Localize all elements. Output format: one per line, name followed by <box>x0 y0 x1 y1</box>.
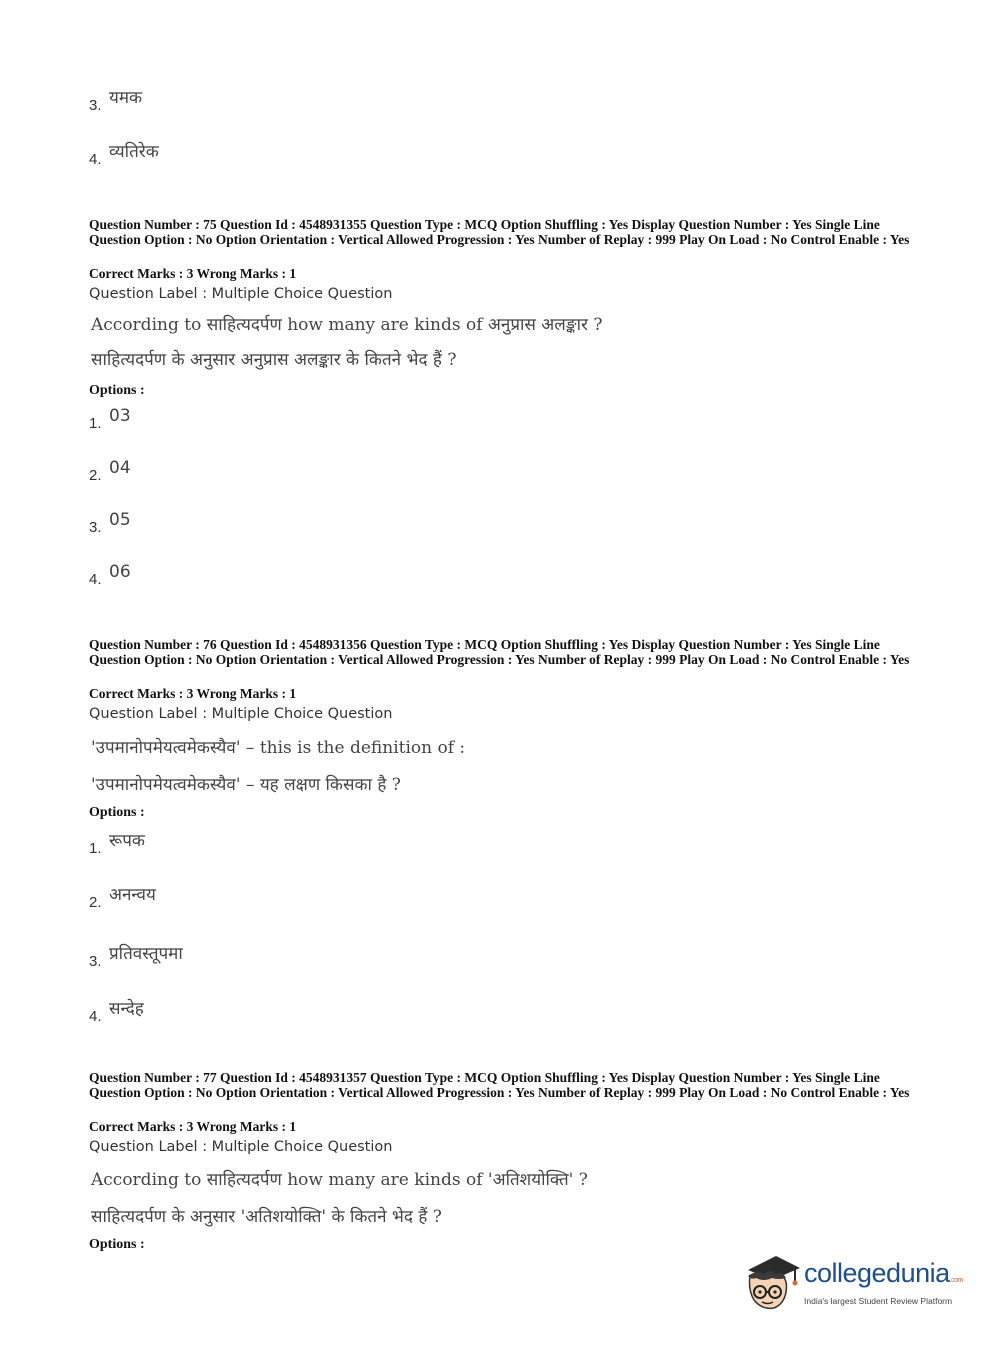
option-text: प्रतिवस्तूपमा <box>109 944 183 964</box>
option-75-1 <box>89 406 131 433</box>
option-75-2 <box>89 458 131 485</box>
logo-tagline: India's largest Student Review Platform <box>804 1296 953 1306</box>
question-text-en-77: According to साहित्यदर्पण how many are kinds of 'अतिशयोक्ति' ? <box>91 1170 588 1190</box>
question-marks-75: Correct Marks : 3 Wrong Marks : 1 <box>89 266 297 281</box>
question-marks-76: Correct Marks : 3 Wrong Marks : 1 <box>89 686 297 701</box>
options-heading-77: Options : <box>89 1237 145 1252</box>
option-text: रूपक <box>109 831 145 851</box>
option-text: अनन्वय <box>109 885 156 905</box>
question-text-en-75: According to साहित्यदर्पण how many are kinds of अनुप्रास अलङ्कार ? <box>91 315 603 335</box>
option-text: 05 <box>109 510 131 530</box>
option-number: 1. <box>89 840 102 857</box>
mascot-icon <box>742 1250 802 1316</box>
option-number: 2. <box>89 467 102 484</box>
option-number: 1. <box>89 415 102 432</box>
question-label-75: Question Label : Multiple Choice Question <box>89 286 393 302</box>
question-text-hi-76: 'उपमानोपमेयत्वमेकस्यैव' – यह लक्षण किसका है ? <box>91 775 401 795</box>
option-number: 3. <box>89 519 102 536</box>
option-76-2 <box>89 885 156 912</box>
prev-option-3 <box>89 88 143 115</box>
question-meta-75: Question Number : 75 Question Id : 4548931355 Question Type : MCQ Option Shuffling : Yes Display Question Number : Yes Single Line Question Option : No Option Orientation : Vertical Allowed Progression : Yes Number of Replay : 999 Play On Load : No Control Enable : Yes <box>89 217 910 247</box>
option-number: 4. <box>89 571 102 588</box>
option-text: सन्देह <box>109 999 144 1019</box>
option-number: 2. <box>89 894 102 911</box>
option-text: 04 <box>109 458 131 478</box>
prev-option-4 <box>89 142 159 169</box>
option-number: 4. <box>89 1008 102 1025</box>
question-text-hi-75: साहित्यदर्पण के अनुसार अनुप्रास अलङ्कार के कितने भेद हैं ? <box>91 350 457 370</box>
option-75-4 <box>89 562 131 589</box>
question-meta-77: Question Number : 77 Question Id : 4548931357 Question Type : MCQ Option Shuffling : Yes Display Question Number : Yes Single Line Question Option : No Option Orientation : Vertical Allowed Progression : Yes Number of Replay : 999 Play On Load : No Control Enable : Yes <box>89 1070 910 1100</box>
option-76-3 <box>89 944 183 971</box>
question-label-76: Question Label : Multiple Choice Question <box>89 706 393 722</box>
option-number: 3. <box>89 953 102 970</box>
question-label-77: Question Label : Multiple Choice Question <box>89 1139 393 1155</box>
option-76-4 <box>89 999 144 1026</box>
options-heading-75: Options : <box>89 383 145 398</box>
question-text-en-76: 'उपमानोपमेयत्वमेकस्यैव' – this is the definition of : <box>91 738 466 758</box>
option-text: व्यतिरेक <box>109 142 159 162</box>
option-number: 3. <box>89 97 102 114</box>
option-75-3 <box>89 510 131 537</box>
question-marks-77: Correct Marks : 3 Wrong Marks : 1 <box>89 1119 297 1134</box>
question-text-hi-77: साहित्यदर्पण के अनुसार 'अतिशयोक्ति' के कितने भेद हैं ? <box>91 1207 442 1227</box>
options-heading-76: Options : <box>89 805 145 820</box>
logo-wordmark <box>804 1258 963 1289</box>
logo-name: collegedunia <box>804 1258 950 1288</box>
logo-suffix: .com <box>949 1277 963 1284</box>
option-text: 03 <box>109 406 131 426</box>
collegedunia-logo[interactable] <box>742 1250 972 1316</box>
option-number: 4. <box>89 151 102 168</box>
option-76-1 <box>89 831 145 858</box>
option-text: यमक <box>109 88 143 108</box>
option-text: 06 <box>109 562 131 582</box>
question-meta-76: Question Number : 76 Question Id : 4548931356 Question Type : MCQ Option Shuffling : Yes Display Question Number : Yes Single Line Question Option : No Option Orientation : Vertical Allowed Progression : Yes Number of Replay : 999 Play On Load : No Control Enable : Yes <box>89 637 910 667</box>
